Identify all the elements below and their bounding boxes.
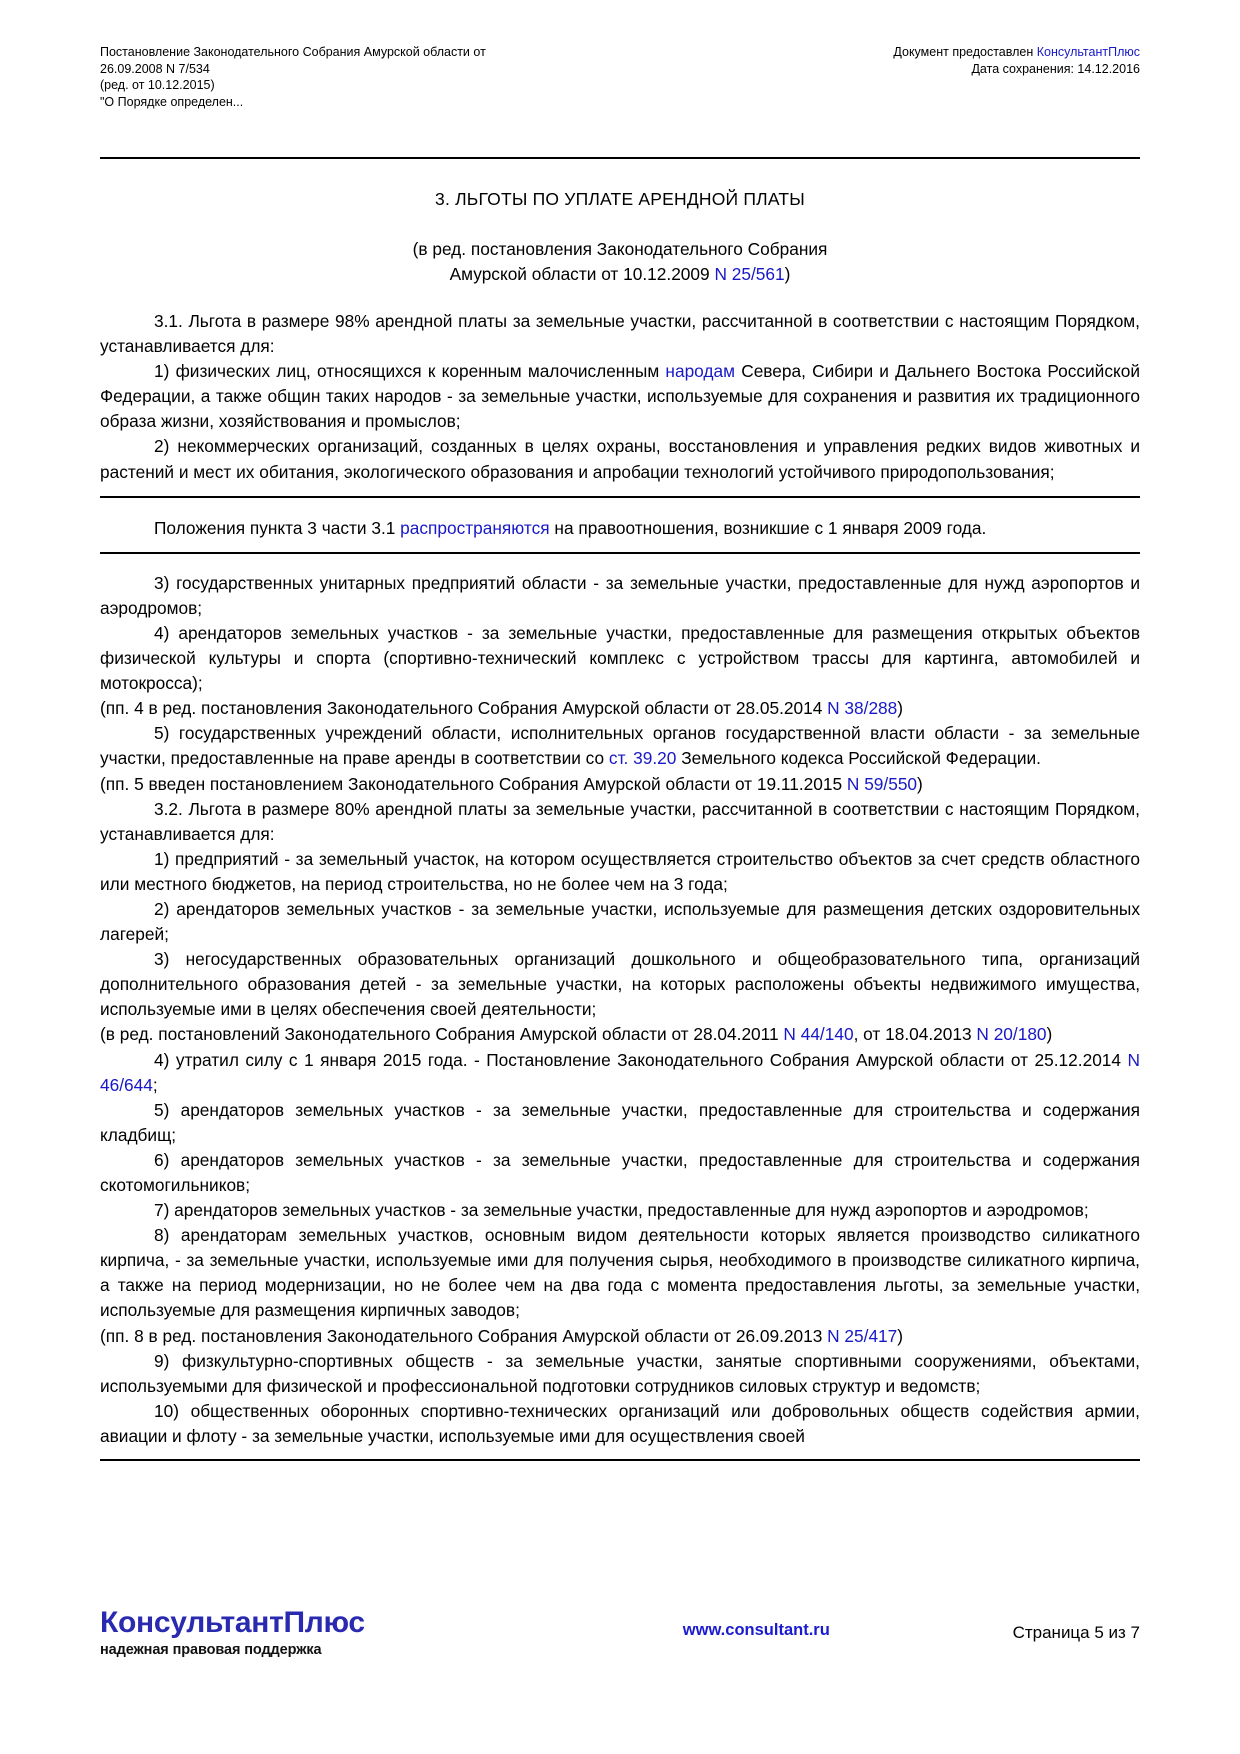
title-block	[100, 187, 1140, 287]
note-post: на правоотношения, возникшие с 1 января 2009 года.	[549, 517, 987, 538]
provided-by-line	[810, 44, 1140, 61]
amendment-ref-3-2-item-8	[100, 1324, 1140, 1349]
item-1-post: Севера, Сибири и Дальнего Востока Российской Федерации, а также общин таких народов - за земельные участки, используемые для сохранения и развития их традиционного образа жизни, хозяйствования и промыслов;	[100, 361, 1140, 432]
paragraph-3-1-item-1	[100, 359, 1140, 434]
title-amendment-note	[100, 237, 1140, 287]
header-line-3: (ред. от 10.12.2015)	[100, 78, 215, 92]
amendment-link-44-140[interactable]: N 44/140	[783, 1024, 854, 1045]
paragraph-3-2-item-10: 10) общественных оборонных спортивно-технических организаций или добровольных обществ содействия армии, авиации и флоту - за земельные участки, используемые ими для осуществления своей	[100, 1400, 1140, 1446]
amendment-ref-3-2-item-3	[100, 1022, 1140, 1047]
body-section-continued	[100, 571, 1140, 1449]
ref-32-3-mid: , от 18.04.2013	[853, 1024, 977, 1045]
document-header	[100, 44, 1140, 110]
paragraph-3-2-item-6: 6) арендаторов земельных участков - за земельные участки, предоставленные для строительства и содержания скотомогильников;	[100, 1149, 1140, 1195]
peoples-link[interactable]: народам	[665, 361, 735, 382]
ref-32-3-post: )	[1046, 1024, 1053, 1045]
paragraph-3-1-item-5	[100, 721, 1140, 771]
amendment-link-46-644[interactable]: N 46/644	[100, 1049, 1140, 1095]
footer-brand-tagline: надежная правовая поддержка	[100, 1642, 322, 1658]
paragraph-3-1-item-2: 2) некоммерческих организаций, созданных в целях охраны, восстановления и управления редких видов животных и растений и мест их обитания, экологического образования и апробации технологий устойчивого природопользования;	[100, 436, 1140, 482]
note-block	[100, 516, 1140, 541]
footer-brand-name: КонсультантПлюс	[100, 1606, 365, 1639]
consultant-plus-link[interactable]: КонсультантПлюс	[1036, 45, 1140, 59]
document-header-provider	[810, 44, 1140, 77]
footer-page-number: Страница 5 из 7	[1012, 1623, 1140, 1642]
amendment-line-2	[100, 262, 1140, 287]
note-paragraph	[100, 516, 1140, 541]
ref-32-8-pre: (пп. 8 в ред. постановления Законодательного Собрания Амурской области от 26.09.2013	[100, 1325, 828, 1346]
paragraph-3-2-item-3: 3) негосударственных образовательных организаций дошкольного и общеобразовательного типа, организаций дополнительного образования детей - за земельные участки, на которых расположены объекты недвижимого имущества, используемые ими в целях обеспечения своей деятельности;	[100, 949, 1140, 1020]
amendment-ref-item-4	[100, 696, 1140, 721]
paragraph-3-2-item-7: 7) арендаторов земельных участков - за земельные участки, предоставленные для нужд аэропортов и аэродромов;	[154, 1200, 1089, 1221]
applies-to-link[interactable]: распространяются	[400, 517, 550, 538]
paragraph-3-2-item-4	[100, 1048, 1140, 1098]
amendment-link-25-417[interactable]: N 25/417	[827, 1325, 898, 1346]
ref-4-pre: (пп. 4 в ред. постановления Законодательного Собрания Амурской области от 28.05.2014	[100, 698, 828, 719]
paragraph-3-2-item-8: 8) арендаторам земельных участков, основным видом деятельности которых является производство силикатного кирпича, - за земельные участки, используемые ими для получения сырья, необходимого в производстве силикатного кирпича, а также на период модернизации, но не более чем на два года с момента предоставления льготы, за земельные участки, используемые для размещения кирпичных заводов;	[100, 1225, 1140, 1321]
document-footer	[100, 1607, 1140, 1658]
header-line-1: Постановление Законодательного Собрания Амурской области от	[100, 45, 486, 59]
amendment-line-2-pre: Амурской области от 10.12.2009	[449, 264, 715, 284]
body-section-3-1	[100, 309, 1140, 485]
note-pre: Положения пункта 3 части 3.1	[154, 517, 401, 538]
header-divider	[100, 157, 1140, 159]
amendment-link-38-288[interactable]: N 38/288	[827, 698, 898, 719]
footer-brand	[100, 1607, 440, 1658]
header-line-2: 26.09.2008 N 7/534	[100, 61, 210, 76]
item-5-pre: 5) государственных учреждений области, исполнительных органов государственной власти области - за земельные участки, предоставленные на праве аренды в соответствии со	[100, 723, 1140, 769]
paragraph-3-2-item-2: 2) арендаторов земельных участков - за земельные участки, используемые для размещения детских оздоровительных лагерей;	[100, 898, 1140, 945]
ref-5-post: )	[917, 773, 923, 794]
paragraph-3-2: 3.2. Льгота в размере 80% арендной платы за земельные участки, рассчитанной в соответствии с настоящим Порядком, устанавливается для:	[100, 798, 1140, 844]
amendment-link-59-550[interactable]: N 59/550	[846, 773, 918, 794]
paragraph-3-1-item-3: 3) государственных унитарных предприятий области - за земельные участки, предоставленные для нужд аэропортов и аэродромов;	[100, 572, 1140, 618]
amendment-doc-link[interactable]: N 25/561	[714, 264, 785, 284]
ref-5-pre: (пп. 5 введен постановлением Законодательного Собрания Амурской области от 19.11.2015	[100, 773, 847, 794]
ref-4-post: )	[897, 698, 904, 719]
item-5-post: Земельного кодекса Российской Федерации.	[676, 748, 1041, 769]
paragraph-3-1: 3.1. Льгота в размере 98% арендной платы за земельные участки, рассчитанной в соответствии с настоящим Порядком, устанавливается для:	[100, 311, 1140, 357]
item-32-4-pre: 4) утратил силу с 1 января 2015 года. - Постановление Законодательного Собрания Амурской области от 25.12.2014	[154, 1049, 1128, 1070]
document-header-reference	[100, 44, 486, 110]
item-32-4-post: ;	[152, 1074, 158, 1095]
footer-divider	[100, 1459, 1140, 1461]
header-line-4: "О Порядке определен...	[100, 94, 244, 109]
provided-by-label: Документ предоставлен	[893, 45, 1037, 59]
paragraph-3-2-item-9: 9) физкультурно-спортивных обществ - за земельные участки, занятые спортивными сооружениями, объектами, используемыми для физической и профессиональной подготовки сотрудников силовых структур и ведомств;	[100, 1350, 1140, 1396]
ref-32-3-pre: (в ред. постановлений Законодательного Собрания Амурской области от 28.04.2011	[100, 1024, 784, 1045]
article-39-20-link[interactable]: ст. 39.20	[608, 748, 677, 769]
item-1-pre: 1) физических лиц, относящихся к коренным малочисленным	[154, 361, 666, 382]
note-top-divider	[100, 496, 1140, 498]
amendment-line-1: (в ред. постановления Законодательного Собрания	[412, 239, 828, 259]
amendment-line-2-post: )	[784, 264, 791, 284]
amendment-link-20-180[interactable]: N 20/180	[976, 1024, 1047, 1045]
ref-32-8-post: )	[897, 1325, 904, 1346]
paragraph-3-2-item-5: 5) арендаторов земельных участков - за земельные участки, предоставленные для строительства и содержания кладбищ;	[100, 1099, 1140, 1145]
saved-date: Дата сохранения: 14.12.2016	[971, 61, 1140, 76]
page-title: 3. ЛЬГОТЫ ПО УПЛАТЕ АРЕНДНОЙ ПЛАТЫ	[435, 189, 805, 209]
footer-website-link[interactable]: www.consultant.ru	[682, 1621, 830, 1639]
amendment-ref-item-5	[100, 772, 1140, 797]
note-bottom-divider	[100, 552, 1140, 554]
paragraph-3-1-item-4: 4) арендаторов земельных участков - за земельные участки, предоставленные для размещения открытых объектов физической культуры и спорта (спортивно-технический комплекс с устройством трассы для картинга, автомобилей и мотокросса);	[100, 622, 1140, 694]
paragraph-3-2-item-1: 1) предприятий - за земельный участок, на котором осуществляется строительство объектов за счет средств областного или местного бюджетов, на период строительства, но не более чем на 3 года;	[100, 848, 1140, 894]
